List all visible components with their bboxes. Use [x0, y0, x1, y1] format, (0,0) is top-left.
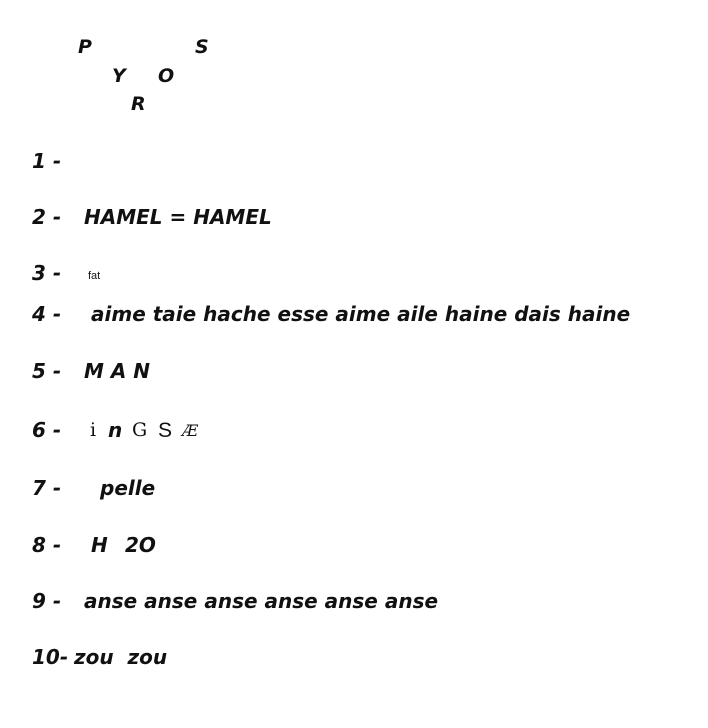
title-letter-r: R [131, 93, 146, 115]
puzzle-number-1: 1 - [32, 149, 62, 173]
puzzle-text-8-2o: 2O [125, 533, 156, 557]
puzzle-text-8-h: H [91, 533, 108, 557]
puzzle-text-4: aime taie hache esse aime aile haine dais haine [91, 302, 631, 326]
puzzle-number-4: 4 - [32, 302, 62, 326]
puzzle-number-9: 9 - [32, 589, 62, 613]
puzzle-glyph-i: i [90, 419, 97, 441]
puzzle-glyph-n: n [108, 418, 123, 442]
puzzle-number-5: 5 - [32, 359, 62, 383]
puzzle-glyph-s: S [158, 419, 173, 442]
puzzle-number-8: 8 - [32, 533, 62, 557]
puzzle-number-10: 10- [32, 645, 69, 669]
title-letter-y: Y [112, 65, 126, 87]
puzzle-glyph-g: G [132, 419, 148, 441]
puzzle-text-3: fat [88, 270, 101, 282]
puzzle-text-9: anse anse anse anse anse anse [84, 589, 439, 613]
puzzle-number-2: 2 - [32, 205, 62, 229]
title-letter-o: O [158, 65, 175, 87]
title-letter-s: S [195, 36, 209, 58]
puzzle-text-5: M A N [84, 359, 151, 383]
puzzle-number-7: 7 - [32, 476, 62, 500]
puzzle-text-7: pelle [100, 476, 156, 500]
puzzle-text-10: zou zou [74, 645, 168, 669]
puzzle-glyph-ae: Æ [182, 421, 199, 440]
puzzle-number-3: 3 - [32, 261, 62, 285]
puzzle-text-2: HAMEL = HAMEL [84, 205, 272, 229]
puzzle-number-6: 6 - [32, 418, 62, 442]
title-letter-p: P [78, 36, 92, 58]
